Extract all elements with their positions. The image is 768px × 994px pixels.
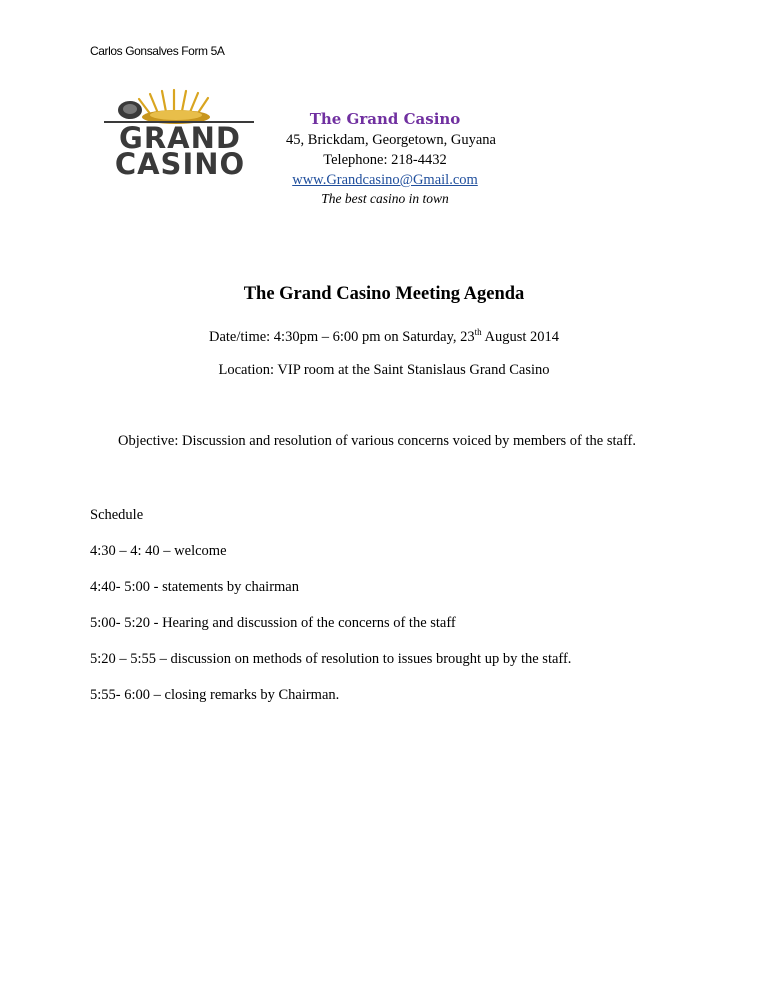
schedule-item: 5:00- 5:20 - Hearing and discussion of the concerns of the staff [90, 615, 456, 631]
schedule-item: 5:55- 6:00 – closing remarks by Chairman. [90, 687, 340, 703]
schedule-item: 4:30 – 4: 40 – welcome [90, 543, 227, 559]
schedule-item: 4:40- 5:00 - statements by chairman [90, 579, 299, 595]
schedule-list [90, 542, 571, 722]
casino-website-link[interactable]: www.Grandcasino@Gmail.com [292, 172, 478, 188]
casino-info [250, 108, 520, 208]
schedule-heading: Schedule [90, 507, 144, 523]
agenda-datetime [0, 327, 768, 346]
casino-address: 45, Brickdam, Georgetown, Guyana [286, 132, 496, 148]
grand-casino-logo [100, 88, 260, 182]
agenda-location: Location: VIP room at the Saint Stanislaus Grand Casino [218, 362, 550, 378]
logo-line2: CASINO [114, 147, 246, 181]
datetime-suffix: August 2014 [481, 328, 560, 345]
schedule-item: 5:20 – 5:55 – discussion on methods of resolution to issues brought up by the staff. [90, 651, 572, 667]
agenda-objective: Objective: Discussion and resolution of various concerns voiced by members of the staff. [118, 433, 636, 449]
page-header: Carlos Gonsalves Form 5A [90, 44, 225, 58]
agenda-title: The Grand Casino Meeting Agenda [243, 284, 525, 304]
logo-line1: GRAND [119, 121, 241, 155]
casino-telephone: Telephone: 218-4432 [323, 152, 447, 168]
datetime-ordinal: th [474, 327, 482, 337]
casino-name: The Grand Casino [309, 110, 461, 128]
datetime-prefix: Date/time: 4:30pm – 6:00 pm on Saturday, 23 [208, 328, 475, 345]
casino-tagline: The best casino in town [321, 191, 449, 206]
